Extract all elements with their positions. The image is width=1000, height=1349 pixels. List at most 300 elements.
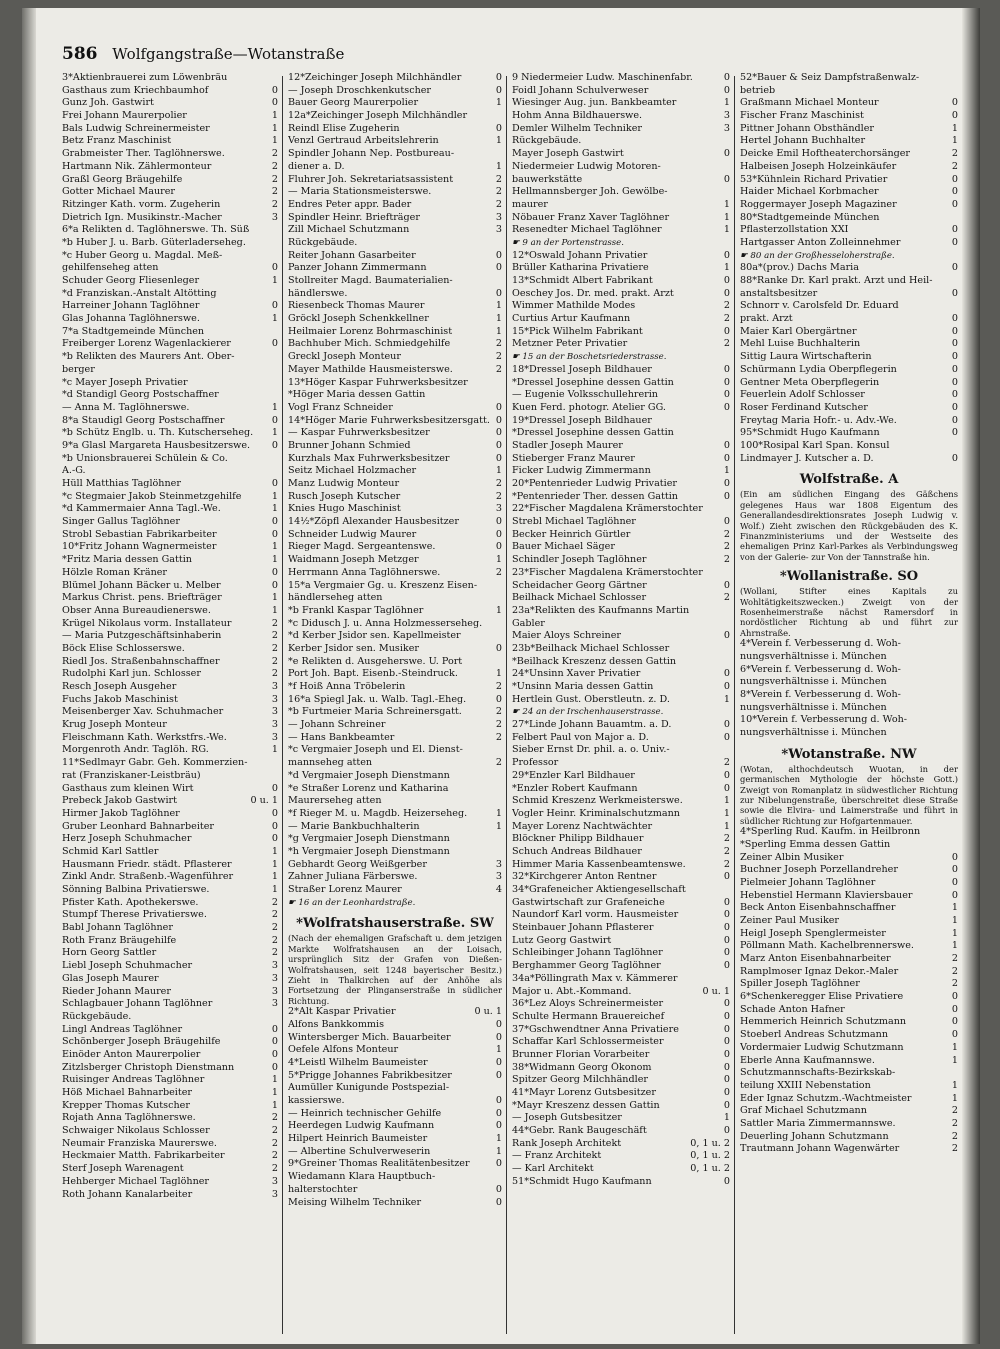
column-1 — [62, 72, 278, 1201]
entry-text: Gebhardt Georg Weißgerber — [288, 858, 427, 870]
column-divider — [506, 76, 507, 1334]
entry-text: — Johann Schreiner — [288, 719, 386, 731]
entry-floor: 2 — [951, 148, 958, 160]
entry-text: 32*Kirchgerer Anton Rentner — [512, 871, 657, 883]
entry-text: Ruisinger Andreas Taglöhner — [62, 1074, 205, 1086]
entry-text: *h Vergmaier Joseph Dienstmann — [288, 845, 450, 857]
entry-text: teilung XXIII Nebenstation — [740, 1079, 871, 1091]
entry-text: 11*Sedlmayr Gabr. Geh. Kommerzien- — [62, 757, 248, 769]
entry-floor: 0 — [723, 909, 730, 921]
entry-text: Sittig Laura Wirtschafterin — [740, 351, 872, 363]
entry-floor: 1 — [271, 275, 278, 286]
entry-text: 27*Linde Johann Bauamtm. a. D. — [512, 719, 672, 731]
directory-entry — [288, 491, 502, 504]
entry-text: *Enzler Robert Kaufmann — [512, 782, 638, 794]
entry-floor: 2 — [271, 934, 278, 946]
entry-text: Panzer Johann Zimmermann — [288, 262, 427, 274]
entry-text: Niedermeier Ludwig Motoren- — [512, 160, 661, 172]
entry-text: Maier Karl Obergärtner — [740, 325, 857, 337]
directory-entry — [288, 199, 502, 212]
entry-floor: 0 — [723, 934, 730, 946]
entry-text: Graßl Georg Bräugehilfe — [62, 173, 183, 185]
directory-entry — [740, 651, 958, 664]
entry-floor: 0 — [723, 896, 730, 908]
directory-entry — [288, 719, 502, 732]
entry-floor: 2 — [723, 300, 730, 312]
directory-entry — [288, 97, 502, 110]
entry-text: Himmer Maria Kassenbeamtenswe. — [512, 858, 686, 870]
entry-text: Rieger Magd. Sergeantenswe. — [288, 541, 436, 553]
directory-entry — [740, 453, 958, 466]
entry-floor: 0 — [723, 249, 730, 261]
entry-text: Oefele Alfons Monteur — [288, 1044, 399, 1056]
directory-entry — [512, 643, 730, 656]
entry-text: Kuen Ferd. photogr. Atelier GG. — [512, 401, 666, 413]
directory-entry — [512, 237, 730, 250]
directory-entry — [288, 706, 502, 719]
directory-entry — [512, 516, 730, 529]
directory-entry — [512, 630, 730, 643]
entry-floor: 1 — [951, 1054, 958, 1066]
directory-entry — [62, 783, 278, 796]
entry-floor: 2 — [951, 965, 958, 977]
entry-text: diener a. D. — [288, 160, 345, 172]
entry-floor: 2 — [271, 947, 278, 959]
entry-text: Pfister Kath. Apothekerswe. — [62, 896, 199, 908]
directory-entry — [62, 135, 278, 148]
entry-text: Schaffar Karl Schlossermeister — [512, 1036, 664, 1048]
directory-entry — [62, 821, 278, 834]
entry-floor: 3 — [271, 1175, 278, 1187]
entry-text: *Dressel Josephine dessen Gattin — [512, 427, 674, 439]
directory-entry — [62, 935, 278, 948]
entry-floor: 2 — [951, 160, 958, 172]
entry-text: 34*Grafeneicher Aktiengesellschaft — [512, 884, 686, 895]
entry-floor: 0 — [271, 516, 278, 528]
directory-entry — [288, 580, 502, 593]
directory-entry — [740, 415, 958, 428]
entry-floor: 0 — [495, 452, 502, 464]
entry-floor: 1 — [495, 135, 502, 147]
entry-text: Rieder Johann Maurer — [62, 985, 171, 997]
entry-text: 14½*Zöpfl Alexander Hausbesitzer — [288, 516, 459, 528]
entry-text: 38*Widmann Georg Ökonom — [512, 1061, 652, 1073]
column-4-entries — [740, 72, 958, 465]
entry-text: händlerswe. — [288, 287, 348, 299]
directory-entry — [512, 605, 730, 618]
directory-entry — [288, 795, 502, 808]
entry-text: Spiller Joseph Taglöhner — [740, 978, 860, 990]
directory-entry — [288, 275, 502, 288]
entry-floor: 0 — [723, 1125, 730, 1137]
entry-text: Mayer Joseph Gastwirt — [512, 148, 624, 160]
entry-floor: 2 — [271, 909, 278, 921]
entry-floor: 0 — [723, 769, 730, 781]
entry-floor: 2 — [271, 668, 278, 680]
directory-entry — [62, 757, 278, 770]
entry-text: Straßer Lorenz Maurer — [288, 884, 402, 895]
entry-floor: 0 — [723, 452, 730, 464]
entry-floor: 1 — [495, 325, 502, 337]
entry-floor: 1 — [495, 1044, 502, 1056]
entry-floor: 0 — [951, 325, 958, 337]
directory-entry — [740, 1143, 958, 1156]
entry-text: 18*Dressel Joseph Bildhauer — [512, 363, 652, 375]
entry-floor: 3 — [271, 719, 278, 731]
entry-text: Schlagbauer Johann Taglöhner — [62, 998, 213, 1010]
directory-entry — [288, 897, 502, 910]
entry-text: Hebenstiel Hermann Klaviersbauer — [740, 889, 913, 901]
street-heading: Wolfstraße. A — [799, 472, 899, 488]
entry-floor: 0 — [495, 516, 502, 528]
directory-entry — [288, 465, 502, 478]
directory-entry — [512, 554, 730, 567]
entry-text: Gröckl Joseph Schenkkellner — [288, 313, 429, 325]
entry-text: Stumpf Therese Privatierswe. — [62, 909, 207, 921]
directory-entry — [740, 826, 958, 839]
entry-text: *Fritz Maria dessen Gattin — [62, 554, 192, 566]
page-header — [62, 44, 344, 64]
entry-text: *e Relikten d. Ausgeherswe. U. Port — [288, 655, 463, 667]
entry-floor: 0 — [723, 84, 730, 96]
directory-entry — [740, 300, 958, 313]
directory-entry — [512, 986, 730, 999]
entry-text: 22*Fischer Magdalena Krämerstochter — [512, 503, 703, 515]
directory-entry — [512, 770, 730, 783]
entry-floor: 1 — [723, 224, 730, 236]
entry-floor: 1 — [951, 135, 958, 147]
entry-floor: 0 — [271, 439, 278, 451]
entry-text: bauwerkstätte — [512, 173, 583, 185]
entry-floor: 0 — [723, 960, 730, 972]
entry-text: Foidl Johann Schulverweser — [512, 84, 649, 96]
entry-text: 6*Verein f. Verbesserung d. Woh- — [740, 663, 901, 675]
directory-entry — [288, 859, 502, 872]
entry-text: Hartgasser Anton Zolleinnehmer — [740, 236, 901, 248]
entry-floor: 2 — [723, 554, 730, 566]
entry-text: Curtius Artur Kaufmann — [512, 313, 631, 325]
entry-floor: 0, 1 u. 2 — [690, 1150, 730, 1162]
entry-text: Böck Elise Schlosserswe. — [62, 642, 185, 654]
directory-entry — [62, 884, 278, 897]
entry-floor: 2 — [271, 617, 278, 629]
directory-entry — [62, 415, 278, 428]
entry-text: Graf Michael Schutzmann — [740, 1105, 867, 1117]
entry-floor: 3 — [271, 1188, 278, 1200]
directory-entry — [288, 1095, 502, 1108]
entry-text: Kurzhals Max Fuhrwerksbesitzer — [288, 452, 450, 464]
entry-floor: 1 — [271, 1099, 278, 1111]
entry-text: ☛ 9 an der Portenstrasse. — [512, 237, 624, 248]
entry-text: Rückgebäude. — [62, 1010, 132, 1022]
entry-text: Fischer Franz Maschinist — [740, 110, 864, 122]
directory-entry — [512, 580, 730, 593]
entry-text: 23*Fischer Magdalena Krämerstochter — [512, 566, 703, 578]
directory-entry — [512, 783, 730, 796]
entry-text: Eberle Anna Kaufmannswe. — [740, 1054, 875, 1066]
entry-floor: 0 — [951, 452, 958, 464]
entry-text: Sterf Joseph Warenagent — [62, 1163, 184, 1175]
entry-text: Brunner Johann Schmied — [288, 439, 411, 451]
entry-floor: 2 — [495, 338, 502, 350]
entry-floor: 3 — [271, 693, 278, 705]
entry-floor: 2 — [951, 953, 958, 964]
entry-text: 23b*Beilhack Michael Schlosser — [512, 642, 670, 654]
directory-entry — [62, 643, 278, 656]
entry-text: Pielmeier Johann Taglöhner — [740, 876, 876, 888]
entry-floor: 0 u. 1 — [702, 985, 730, 997]
directory-entry — [288, 427, 502, 440]
entry-floor: 3 — [271, 731, 278, 743]
entry-floor: 0 — [951, 427, 958, 439]
entry-floor: 2 — [495, 198, 502, 210]
entry-floor: 1 — [723, 198, 730, 210]
entry-floor: 0 — [495, 1196, 502, 1208]
directory-entry — [740, 288, 958, 301]
directory-entry — [62, 694, 278, 707]
entry-floor: 0 — [723, 1099, 730, 1111]
entry-text: Obser Anna Bureaudienerswe. — [62, 604, 211, 616]
column-2-entries — [288, 72, 502, 909]
entry-text: mannseheg atten — [288, 757, 373, 769]
directory-entry — [740, 864, 958, 877]
directory-entry — [288, 440, 502, 453]
entry-text: Mayer Lorenz Nachtwächter — [512, 820, 653, 832]
entry-floor: 0 — [723, 731, 730, 743]
entry-floor: 1 — [271, 490, 278, 502]
entry-text: 36*Lez Aloys Schreinermeister — [512, 998, 664, 1010]
entry-floor: 2 — [495, 681, 502, 692]
directory-entry — [512, 465, 730, 478]
entry-floor: 1 — [495, 807, 502, 819]
entry-text: *b Schütz Englb. u. Th. Kutscherseheg. — [62, 427, 254, 439]
street-heading: *Wollanistraße. SO — [779, 569, 919, 585]
entry-floor: 1 — [271, 313, 278, 325]
entry-text: 12*Zeichinger Joseph Milchhändler — [288, 72, 462, 83]
entry-text: *Unsinn Maria dessen Gattin — [512, 681, 654, 692]
directory-entry — [288, 1146, 502, 1159]
entry-text: Wintersberger Mich. Bauarbeiter — [288, 1031, 451, 1043]
directory-entry — [62, 148, 278, 161]
directory-entry — [740, 174, 958, 187]
directory-entry — [62, 859, 278, 872]
entry-text: Beilhack Michael Schlosser — [512, 592, 647, 604]
entry-floor: 0 — [271, 1061, 278, 1073]
directory-entry — [288, 529, 502, 542]
entry-text: *c Stegmaier Jakob Steinmetzgehilfe — [62, 490, 242, 502]
entry-floor: 1 — [271, 427, 278, 439]
directory-page — [22, 8, 980, 1344]
entry-text: *f Hoiß Anna Tröbelerin — [288, 681, 406, 692]
entry-text: Major u. Abt.-Kommand. — [512, 985, 632, 997]
entry-text: Bauer Michael Säger — [512, 541, 615, 553]
directory-entry — [512, 1163, 730, 1176]
directory-entry — [62, 947, 278, 960]
directory-entry — [288, 186, 502, 199]
entry-floor: 0 — [271, 84, 278, 96]
entry-text: Zeiner Paul Musiker — [740, 914, 840, 926]
directory-entry — [740, 953, 958, 966]
directory-entry — [740, 212, 958, 225]
directory-entry — [512, 503, 730, 516]
directory-entry — [740, 689, 958, 702]
entry-text: — Anna M. Taglöhnerswe. — [62, 401, 190, 413]
entry-text: Strobl Sebastian Fabrikarbeiter — [62, 528, 217, 540]
directory-entry — [512, 1125, 730, 1138]
directory-entry — [512, 186, 730, 199]
directory-entry — [288, 453, 502, 466]
entry-text: *d Standigl Georg Postschaffner — [62, 389, 219, 401]
directory-entry — [288, 415, 502, 428]
directory-entry — [62, 960, 278, 973]
entry-floor: 1 — [271, 401, 278, 413]
directory-entry — [62, 567, 278, 580]
directory-entry — [288, 224, 502, 237]
entry-floor: 3 — [271, 972, 278, 984]
entry-text: Rudolphi Karl jun. Schlosser — [62, 668, 201, 680]
entry-floor: 1 — [495, 554, 502, 566]
directory-entry — [512, 884, 730, 897]
directory-entry — [740, 123, 958, 136]
entry-text: Liebl Joseph Schuhmacher — [62, 960, 193, 972]
entry-text: — Joseph Gutsbesitzer — [512, 1112, 622, 1124]
entry-floor: 0 — [495, 642, 502, 654]
directory-entry — [62, 300, 278, 313]
directory-entry — [512, 592, 730, 605]
directory-entry — [288, 85, 502, 98]
column-4-wotan-entries — [740, 826, 958, 1156]
entry-floor: 0 — [951, 1016, 958, 1028]
directory-entry — [740, 326, 958, 339]
directory-entry — [512, 135, 730, 148]
directory-entry — [62, 668, 278, 681]
entry-text: Stollreiter Magd. Baumaterialien- — [288, 275, 453, 286]
entry-floor: 0 — [495, 249, 502, 261]
entry-floor: 3 — [495, 224, 502, 236]
entry-text: Vordermaier Ludwig Schutzmann — [740, 1041, 904, 1053]
directory-entry — [62, 554, 278, 567]
entry-text: Alfons Bankkommis — [288, 1018, 385, 1030]
entry-text: Schmid Kreszenz Werkmeisterswe. — [512, 795, 683, 807]
entry-text: Berghammer Georg Taglöhner — [512, 960, 661, 972]
entry-text: Professor — [512, 757, 559, 769]
directory-entry — [740, 402, 958, 415]
entry-floor: 1 — [495, 820, 502, 832]
directory-entry — [62, 541, 278, 554]
entry-text: 29*Enzler Karl Bildhauer — [512, 769, 635, 781]
entry-text: 7*a Stadtgemeinde München — [62, 325, 205, 337]
directory-entry — [62, 871, 278, 884]
entry-text: *b Relikten des Maurers Ant. Ober- — [62, 351, 235, 363]
entry-text: Hartmann Nik. Zählermonteur — [62, 160, 212, 172]
directory-entry — [288, 250, 502, 263]
entry-text: 80*Stadtgemeinde München — [740, 211, 880, 223]
entry-text: *b Huber J. u. Barb. Güterladerseheg. — [62, 236, 246, 248]
entry-floor: 0 — [495, 414, 502, 426]
entry-text: *Beilhack Kreszenz dessen Gattin — [512, 655, 677, 667]
entry-text: 100*Rosipal Karl Span. Konsul — [740, 439, 890, 451]
directory-entry — [512, 897, 730, 910]
directory-entry — [740, 1118, 958, 1131]
entry-floor: 0 — [951, 851, 958, 863]
directory-entry — [740, 364, 958, 377]
directory-entry — [62, 97, 278, 110]
directory-entry — [512, 1087, 730, 1100]
entry-floor: 2 — [495, 566, 502, 578]
directory-entry — [62, 503, 278, 516]
entry-text: Heigl Joseph Spenglermeister — [740, 927, 886, 939]
entry-floor: 2 — [271, 160, 278, 172]
entry-text: Höß Michael Bahnarbeiter — [62, 1087, 192, 1098]
entry-text: 9*Greiner Thomas Realitätenbesitzer — [288, 1158, 470, 1170]
entry-floor: 0 — [271, 478, 278, 489]
entry-floor: 0 — [723, 275, 730, 286]
entry-floor: 2 — [271, 1112, 278, 1124]
directory-entry — [62, 656, 278, 669]
directory-entry — [740, 389, 958, 402]
directory-entry — [62, 402, 278, 415]
entry-text: Haider Michael Korbmacher — [740, 186, 879, 198]
entry-text: Blöckner Philipp Bildhauer — [512, 833, 644, 845]
entry-text: Bauer Georg Maurerpolier — [288, 97, 419, 109]
entry-text: Lindmayer J. Kutscher a. D. — [740, 452, 874, 464]
running-head: Wolfgangstraße—Wotanstraße — [112, 45, 345, 63]
directory-entry — [288, 300, 502, 313]
entry-floor: 0 — [271, 579, 278, 591]
entry-text: Feuerlein Adolf Schlosser — [740, 389, 865, 401]
directory-entry — [62, 529, 278, 542]
entry-text: händlerseheg atten — [288, 592, 383, 604]
column-4 — [740, 72, 958, 1156]
entry-floor: 1 — [495, 313, 502, 325]
entry-floor: 2 — [951, 1143, 958, 1155]
entry-text: Roth Franz Bräugehilfe — [62, 934, 177, 946]
entry-text: Hertlein Gust. Oberstleutn. z. D. — [512, 693, 670, 705]
entry-floor: 0 — [271, 820, 278, 832]
directory-entry — [740, 135, 958, 148]
entry-floor: 0 — [951, 110, 958, 122]
entry-text: Schmid Karl Sattler — [62, 845, 159, 857]
entry-text: Vogl Franz Schneider — [288, 401, 393, 413]
entry-text: Aumüller Kunigunde Postspezial- — [288, 1082, 450, 1094]
entry-text: halterstochter — [288, 1183, 358, 1195]
directory-entry — [740, 110, 958, 123]
directory-entry — [288, 808, 502, 821]
entry-floor: 0 — [951, 97, 958, 109]
entry-floor: 1 — [271, 845, 278, 857]
entry-text: Schuder Georg Fliesenleger — [62, 275, 200, 286]
directory-entry — [740, 877, 958, 890]
entry-text: *e Straßer Lorenz und Katharina — [288, 782, 449, 794]
directory-entry — [288, 237, 502, 250]
directory-entry — [288, 630, 502, 643]
directory-entry — [740, 714, 958, 727]
directory-entry — [288, 541, 502, 554]
entry-text: Riedl Jos. Straßenbahnschaffner — [62, 655, 220, 667]
entry-text: 24*Unsinn Xaver Privatier — [512, 668, 641, 680]
entry-text: Heilmaier Lorenz Bohrmaschinist — [288, 325, 453, 337]
street-note: (Wotan, althochdeutsch Wuotan, in der germanischen Mythologie der höchste Gott.) Zweigt von Romanplatz in südwestlicher Richtung zur Nibelungenstraße, überschreitet diese Straße sowie die Elvira- und Laimerstraße und führt in südlicher Richtung zur Hofgartenmauer. — [740, 763, 958, 826]
directory-entry — [740, 85, 958, 98]
directory-entry — [512, 364, 730, 377]
entry-text: *d Kammermaier Anna Tagl.-We. — [62, 503, 221, 515]
entry-floor: 1 — [271, 858, 278, 870]
entry-floor: 0 — [495, 1183, 502, 1195]
entry-floor: 0 — [723, 719, 730, 731]
entry-text: Metzner Peter Privatier — [512, 338, 628, 350]
entry-text: — Kaspar Fuhrwerksbesitzer — [288, 427, 430, 439]
directory-entry — [512, 795, 730, 808]
